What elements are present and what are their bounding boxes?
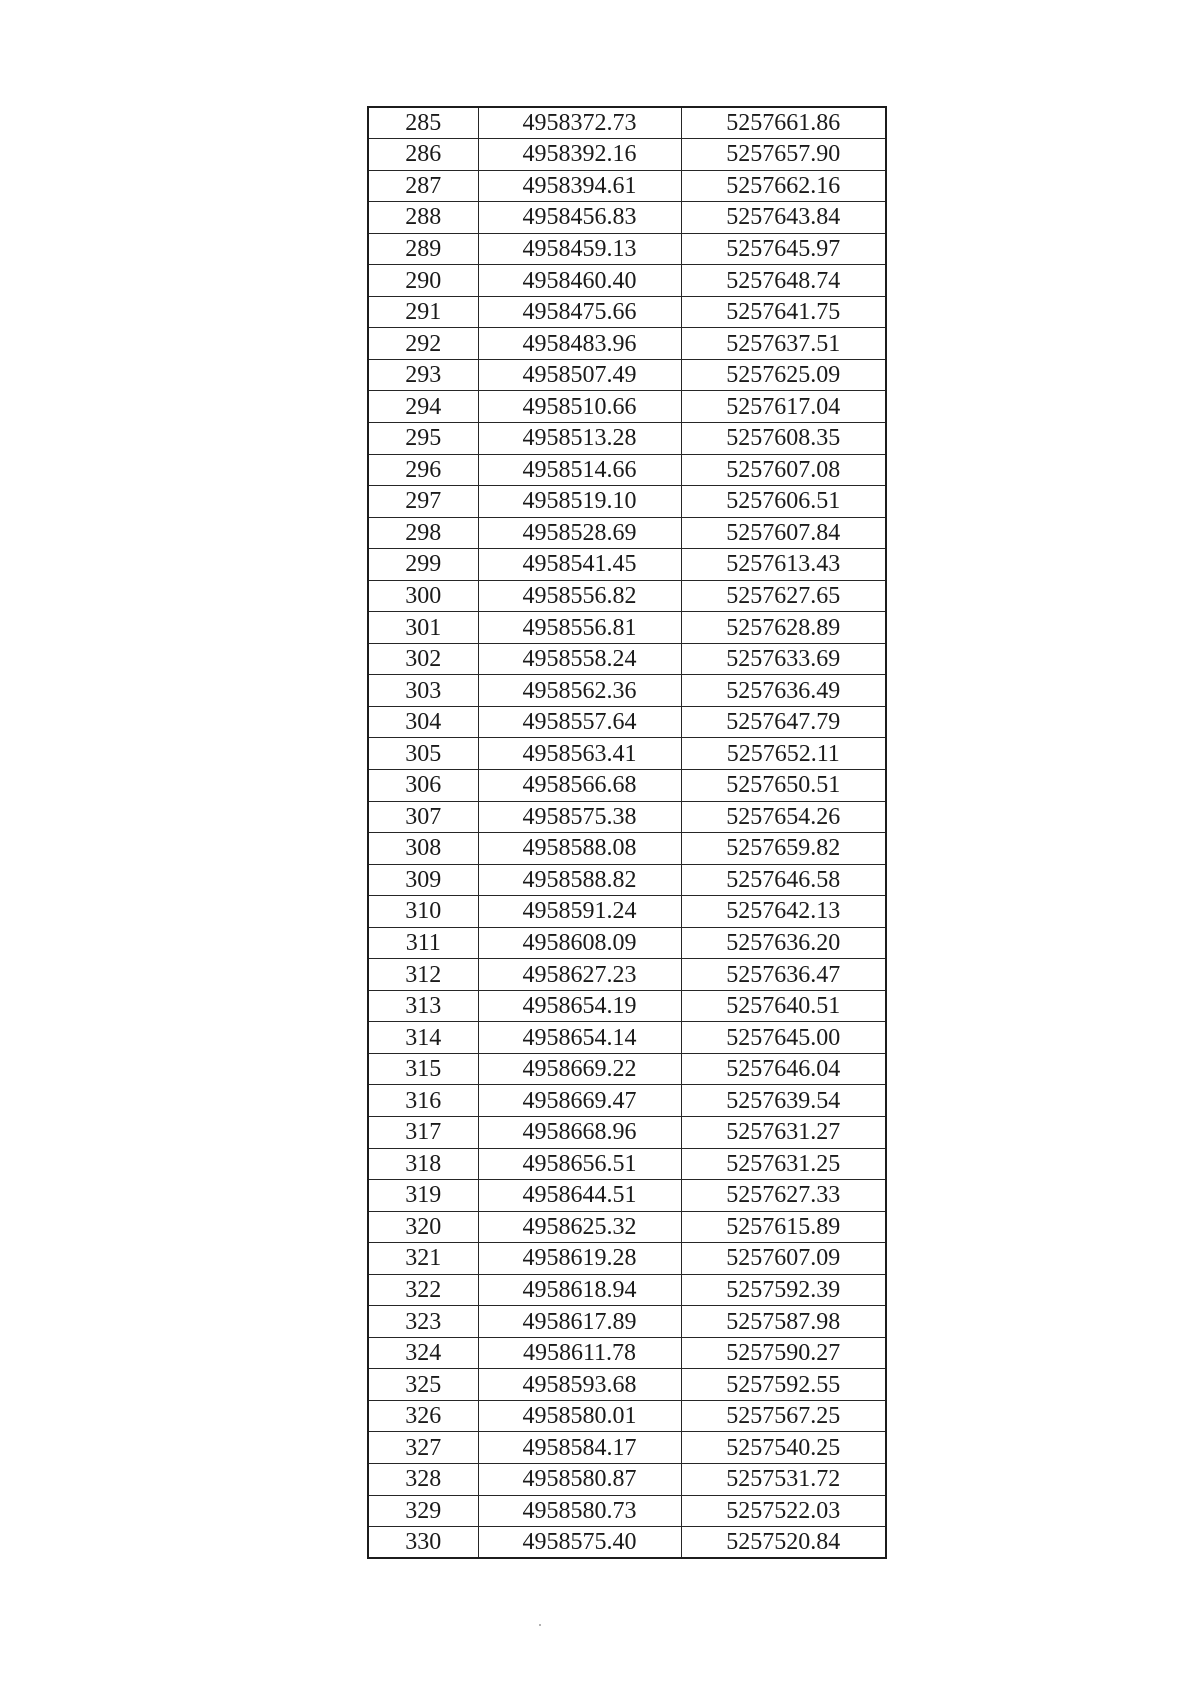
- coordinate-y-cell: 5257646.04: [681, 1053, 886, 1085]
- table-row: [368, 990, 886, 1022]
- coordinate-y-cell: 5257647.79: [681, 706, 886, 738]
- coordinates-table: [367, 106, 887, 1559]
- table-row: [368, 454, 886, 486]
- point-number-cell: 309: [368, 864, 478, 896]
- coordinate-y-cell: 5257641.75: [681, 296, 886, 328]
- table-row: [368, 1243, 886, 1275]
- coordinate-x-cell: 4958541.45: [478, 549, 681, 581]
- table-row: [368, 1369, 886, 1401]
- coordinate-y-cell: 5257636.49: [681, 675, 886, 707]
- point-number-cell: 326: [368, 1400, 478, 1432]
- coordinate-y-cell: 5257592.55: [681, 1369, 886, 1401]
- table-row: [368, 833, 886, 865]
- table-row: [368, 107, 886, 139]
- point-number-cell: 291: [368, 296, 478, 328]
- coordinate-x-cell: 4958654.19: [478, 990, 681, 1022]
- table-row: [368, 959, 886, 991]
- coordinate-x-cell: 4958617.89: [478, 1306, 681, 1338]
- coordinate-x-cell: 4958668.96: [478, 1117, 681, 1149]
- coordinate-y-cell: 5257645.00: [681, 1022, 886, 1054]
- table-row: [368, 1180, 886, 1212]
- table-row: [368, 1400, 886, 1432]
- coordinate-x-cell: 4958625.32: [478, 1211, 681, 1243]
- point-number-cell: 316: [368, 1085, 478, 1117]
- coordinate-y-cell: 5257646.58: [681, 864, 886, 896]
- point-number-cell: 328: [368, 1464, 478, 1496]
- table-row: [368, 549, 886, 581]
- coordinate-x-cell: 4958392.16: [478, 139, 681, 171]
- coordinate-y-cell: 5257592.39: [681, 1274, 886, 1306]
- point-number-cell: 286: [368, 139, 478, 171]
- point-number-cell: 294: [368, 391, 478, 423]
- coordinate-y-cell: 5257587.98: [681, 1306, 886, 1338]
- table-row: [368, 643, 886, 675]
- point-number-cell: 314: [368, 1022, 478, 1054]
- table-row: [368, 233, 886, 265]
- table-row: [368, 486, 886, 518]
- coordinate-x-cell: 4958507.49: [478, 359, 681, 391]
- coordinate-x-cell: 4958456.83: [478, 202, 681, 234]
- table-row: [368, 1274, 886, 1306]
- point-number-cell: 296: [368, 454, 478, 486]
- coordinate-x-cell: 4958580.87: [478, 1464, 681, 1496]
- point-number-cell: 292: [368, 328, 478, 360]
- coordinate-y-cell: 5257657.90: [681, 139, 886, 171]
- coordinate-x-cell: 4958608.09: [478, 927, 681, 959]
- table-row: [368, 517, 886, 549]
- coordinate-x-cell: 4958656.51: [478, 1148, 681, 1180]
- coordinate-x-cell: 4958556.81: [478, 612, 681, 644]
- point-number-cell: 305: [368, 738, 478, 770]
- coordinate-y-cell: 5257531.72: [681, 1464, 886, 1496]
- point-number-cell: 304: [368, 706, 478, 738]
- table-row: [368, 612, 886, 644]
- point-number-cell: 330: [368, 1527, 478, 1559]
- coordinate-y-cell: 5257648.74: [681, 265, 886, 297]
- coordinate-x-cell: 4958460.40: [478, 265, 681, 297]
- table-row: [368, 1432, 886, 1464]
- point-number-cell: 322: [368, 1274, 478, 1306]
- coordinate-x-cell: 4958575.40: [478, 1527, 681, 1559]
- coordinate-x-cell: 4958475.66: [478, 296, 681, 328]
- coordinate-x-cell: 4958562.36: [478, 675, 681, 707]
- table-row: [368, 296, 886, 328]
- point-number-cell: 302: [368, 643, 478, 675]
- coordinate-x-cell: 4958563.41: [478, 738, 681, 770]
- table-row: [368, 422, 886, 454]
- point-number-cell: 289: [368, 233, 478, 265]
- point-number-cell: 312: [368, 959, 478, 991]
- coordinate-y-cell: 5257625.09: [681, 359, 886, 391]
- table-row: [368, 170, 886, 202]
- table-row: [368, 738, 886, 770]
- coordinate-x-cell: 4958580.01: [478, 1400, 681, 1432]
- coordinate-x-cell: 4958591.24: [478, 896, 681, 928]
- point-number-cell: 315: [368, 1053, 478, 1085]
- table-row: [368, 1053, 886, 1085]
- coordinate-y-cell: 5257607.84: [681, 517, 886, 549]
- coordinate-y-cell: 5257613.43: [681, 549, 886, 581]
- coordinate-x-cell: 4958588.82: [478, 864, 681, 896]
- point-number-cell: 319: [368, 1180, 478, 1212]
- point-number-cell: 317: [368, 1117, 478, 1149]
- coordinate-y-cell: 5257645.97: [681, 233, 886, 265]
- scan-speck: [539, 1624, 541, 1626]
- point-number-cell: 325: [368, 1369, 478, 1401]
- table-row: [368, 265, 886, 297]
- table-body: [368, 107, 886, 1558]
- coordinate-y-cell: 5257631.25: [681, 1148, 886, 1180]
- coordinate-y-cell: 5257607.09: [681, 1243, 886, 1275]
- point-number-cell: 320: [368, 1211, 478, 1243]
- coordinate-x-cell: 4958510.66: [478, 391, 681, 423]
- point-number-cell: 306: [368, 769, 478, 801]
- coordinate-x-cell: 4958394.61: [478, 170, 681, 202]
- table-row: [368, 1527, 886, 1559]
- table-row: [368, 864, 886, 896]
- point-number-cell: 293: [368, 359, 478, 391]
- coordinate-x-cell: 4958618.94: [478, 1274, 681, 1306]
- coordinate-x-cell: 4958566.68: [478, 769, 681, 801]
- coordinate-y-cell: 5257637.51: [681, 328, 886, 360]
- coordinate-x-cell: 4958513.28: [478, 422, 681, 454]
- point-number-cell: 298: [368, 517, 478, 549]
- point-number-cell: 297: [368, 486, 478, 518]
- table-row: [368, 1211, 886, 1243]
- table-row: [368, 769, 886, 801]
- coordinate-y-cell: 5257659.82: [681, 833, 886, 865]
- table-row: [368, 391, 886, 423]
- coordinate-y-cell: 5257627.65: [681, 580, 886, 612]
- point-number-cell: 301: [368, 612, 478, 644]
- coordinate-y-cell: 5257520.84: [681, 1527, 886, 1559]
- coordinate-y-cell: 5257522.03: [681, 1495, 886, 1527]
- coordinate-x-cell: 4958669.47: [478, 1085, 681, 1117]
- table-row: [368, 1337, 886, 1369]
- coordinate-y-cell: 5257639.54: [681, 1085, 886, 1117]
- table-row: [368, 706, 886, 738]
- coordinate-x-cell: 4958580.73: [478, 1495, 681, 1527]
- coordinate-x-cell: 4958627.23: [478, 959, 681, 991]
- coordinate-x-cell: 4958528.69: [478, 517, 681, 549]
- table-row: [368, 675, 886, 707]
- table-row: [368, 1148, 886, 1180]
- coordinate-x-cell: 4958611.78: [478, 1337, 681, 1369]
- coordinate-x-cell: 4958593.68: [478, 1369, 681, 1401]
- table-row: [368, 1085, 886, 1117]
- point-number-cell: 285: [368, 107, 478, 139]
- point-number-cell: 303: [368, 675, 478, 707]
- coordinate-x-cell: 4958519.10: [478, 486, 681, 518]
- coordinate-y-cell: 5257661.86: [681, 107, 886, 139]
- coordinate-y-cell: 5257636.47: [681, 959, 886, 991]
- coordinate-x-cell: 4958669.22: [478, 1053, 681, 1085]
- coordinate-x-cell: 4958556.82: [478, 580, 681, 612]
- point-number-cell: 288: [368, 202, 478, 234]
- coordinate-y-cell: 5257627.33: [681, 1180, 886, 1212]
- table-row: [368, 927, 886, 959]
- table-row: [368, 202, 886, 234]
- coordinate-y-cell: 5257650.51: [681, 769, 886, 801]
- table-row: [368, 328, 886, 360]
- coordinate-y-cell: 5257652.11: [681, 738, 886, 770]
- coordinate-y-cell: 5257615.89: [681, 1211, 886, 1243]
- coordinate-y-cell: 5257608.35: [681, 422, 886, 454]
- coordinate-y-cell: 5257662.16: [681, 170, 886, 202]
- coordinate-y-cell: 5257567.25: [681, 1400, 886, 1432]
- point-number-cell: 310: [368, 896, 478, 928]
- coordinate-x-cell: 4958588.08: [478, 833, 681, 865]
- point-number-cell: 307: [368, 801, 478, 833]
- table-row: [368, 580, 886, 612]
- coordinate-x-cell: 4958558.24: [478, 643, 681, 675]
- coordinate-y-cell: 5257640.51: [681, 990, 886, 1022]
- coordinate-x-cell: 4958644.51: [478, 1180, 681, 1212]
- point-number-cell: 308: [368, 833, 478, 865]
- point-number-cell: 324: [368, 1337, 478, 1369]
- table-row: [368, 1495, 886, 1527]
- coordinate-y-cell: 5257636.20: [681, 927, 886, 959]
- coordinate-y-cell: 5257642.13: [681, 896, 886, 928]
- coordinate-x-cell: 4958654.14: [478, 1022, 681, 1054]
- table-row: [368, 896, 886, 928]
- table-row: [368, 1306, 886, 1338]
- table-row: [368, 1464, 886, 1496]
- coordinate-y-cell: 5257540.25: [681, 1432, 886, 1464]
- table-row: [368, 801, 886, 833]
- coordinate-y-cell: 5257633.69: [681, 643, 886, 675]
- point-number-cell: 321: [368, 1243, 478, 1275]
- point-number-cell: 311: [368, 927, 478, 959]
- point-number-cell: 327: [368, 1432, 478, 1464]
- coordinate-y-cell: 5257617.04: [681, 391, 886, 423]
- coordinate-x-cell: 4958557.64: [478, 706, 681, 738]
- coordinate-x-cell: 4958584.17: [478, 1432, 681, 1464]
- point-number-cell: 329: [368, 1495, 478, 1527]
- coordinate-y-cell: 5257628.89: [681, 612, 886, 644]
- point-number-cell: 295: [368, 422, 478, 454]
- table-row: [368, 139, 886, 171]
- point-number-cell: 299: [368, 549, 478, 581]
- coordinate-x-cell: 4958619.28: [478, 1243, 681, 1275]
- coordinate-y-cell: 5257590.27: [681, 1337, 886, 1369]
- coordinate-x-cell: 4958459.13: [478, 233, 681, 265]
- table-row: [368, 1117, 886, 1149]
- point-number-cell: 287: [368, 170, 478, 202]
- point-number-cell: 318: [368, 1148, 478, 1180]
- point-number-cell: 313: [368, 990, 478, 1022]
- coordinate-y-cell: 5257643.84: [681, 202, 886, 234]
- point-number-cell: 300: [368, 580, 478, 612]
- coordinate-y-cell: 5257631.27: [681, 1117, 886, 1149]
- coordinate-x-cell: 4958514.66: [478, 454, 681, 486]
- coordinate-y-cell: 5257607.08: [681, 454, 886, 486]
- coordinate-x-cell: 4958372.73: [478, 107, 681, 139]
- point-number-cell: 323: [368, 1306, 478, 1338]
- table-row: [368, 1022, 886, 1054]
- table-row: [368, 359, 886, 391]
- point-number-cell: 290: [368, 265, 478, 297]
- coordinate-x-cell: 4958483.96: [478, 328, 681, 360]
- coordinate-y-cell: 5257606.51: [681, 486, 886, 518]
- coordinate-y-cell: 5257654.26: [681, 801, 886, 833]
- coordinate-x-cell: 4958575.38: [478, 801, 681, 833]
